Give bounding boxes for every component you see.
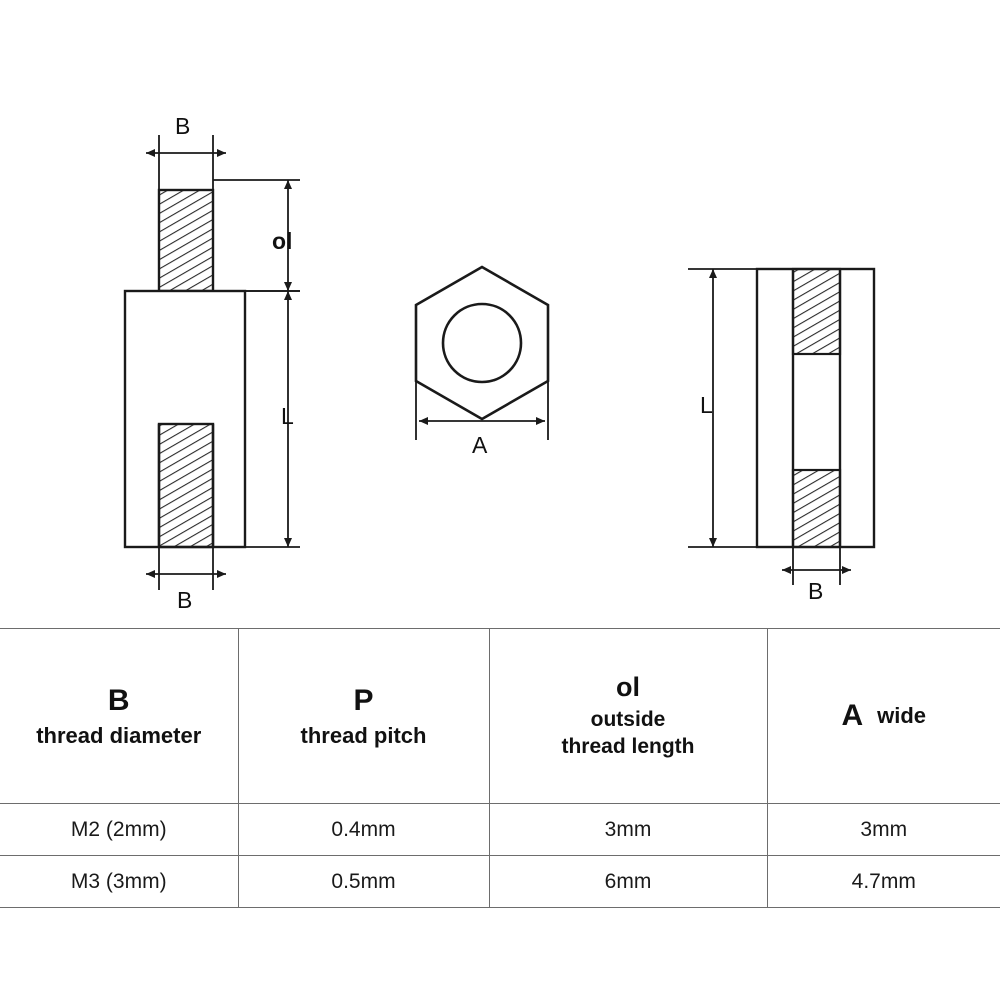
- column-header-p: [238, 629, 489, 804]
- spec-table: [0, 628, 1000, 908]
- column-desc-ol-line1: outside: [590, 708, 666, 731]
- cell-ol: 3mm: [489, 804, 767, 856]
- column-desc-ol-line2: thread length: [561, 734, 695, 758]
- column-header-b: [0, 629, 238, 804]
- cell-p: 0.4mm: [238, 804, 489, 856]
- top-view-hex: [416, 267, 548, 419]
- column-desc-b: thread diameter: [36, 722, 202, 748]
- table-row: [0, 856, 1000, 908]
- column-symbol-p: P: [353, 684, 374, 718]
- column-desc-a: wide: [877, 702, 927, 728]
- label-a: A: [472, 432, 488, 458]
- cell-b: M3 (3mm): [0, 856, 238, 908]
- cell-a: 4.7mm: [767, 856, 1000, 908]
- label-l-side: L: [281, 403, 294, 429]
- column-header-ol: [489, 629, 767, 804]
- column-symbol-a: A: [841, 699, 864, 733]
- label-b-bottom: B: [177, 587, 193, 613]
- column-header-a: [767, 629, 1000, 804]
- cell-b: M2 (2mm): [0, 804, 238, 856]
- label-ol: ol: [272, 228, 293, 254]
- female-view-standoff: [757, 269, 874, 547]
- column-symbol-b: B: [107, 684, 130, 718]
- dim-b-top: [146, 135, 226, 195]
- table-row: [0, 804, 1000, 856]
- dim-b-bottom: [146, 547, 226, 590]
- cell-p: 0.5mm: [238, 856, 489, 908]
- label-l-female: L: [700, 392, 713, 418]
- label-b-top: B: [175, 113, 191, 139]
- cell-a: 3mm: [767, 804, 1000, 856]
- table-header-row: [0, 629, 1000, 804]
- label-b-female: B: [808, 578, 824, 604]
- side-view-standoff: [125, 190, 245, 547]
- column-desc-p: thread pitch: [300, 722, 427, 748]
- dim-l-female: [688, 269, 760, 547]
- cell-ol: 6mm: [489, 856, 767, 908]
- column-symbol-ol: ol: [616, 672, 640, 703]
